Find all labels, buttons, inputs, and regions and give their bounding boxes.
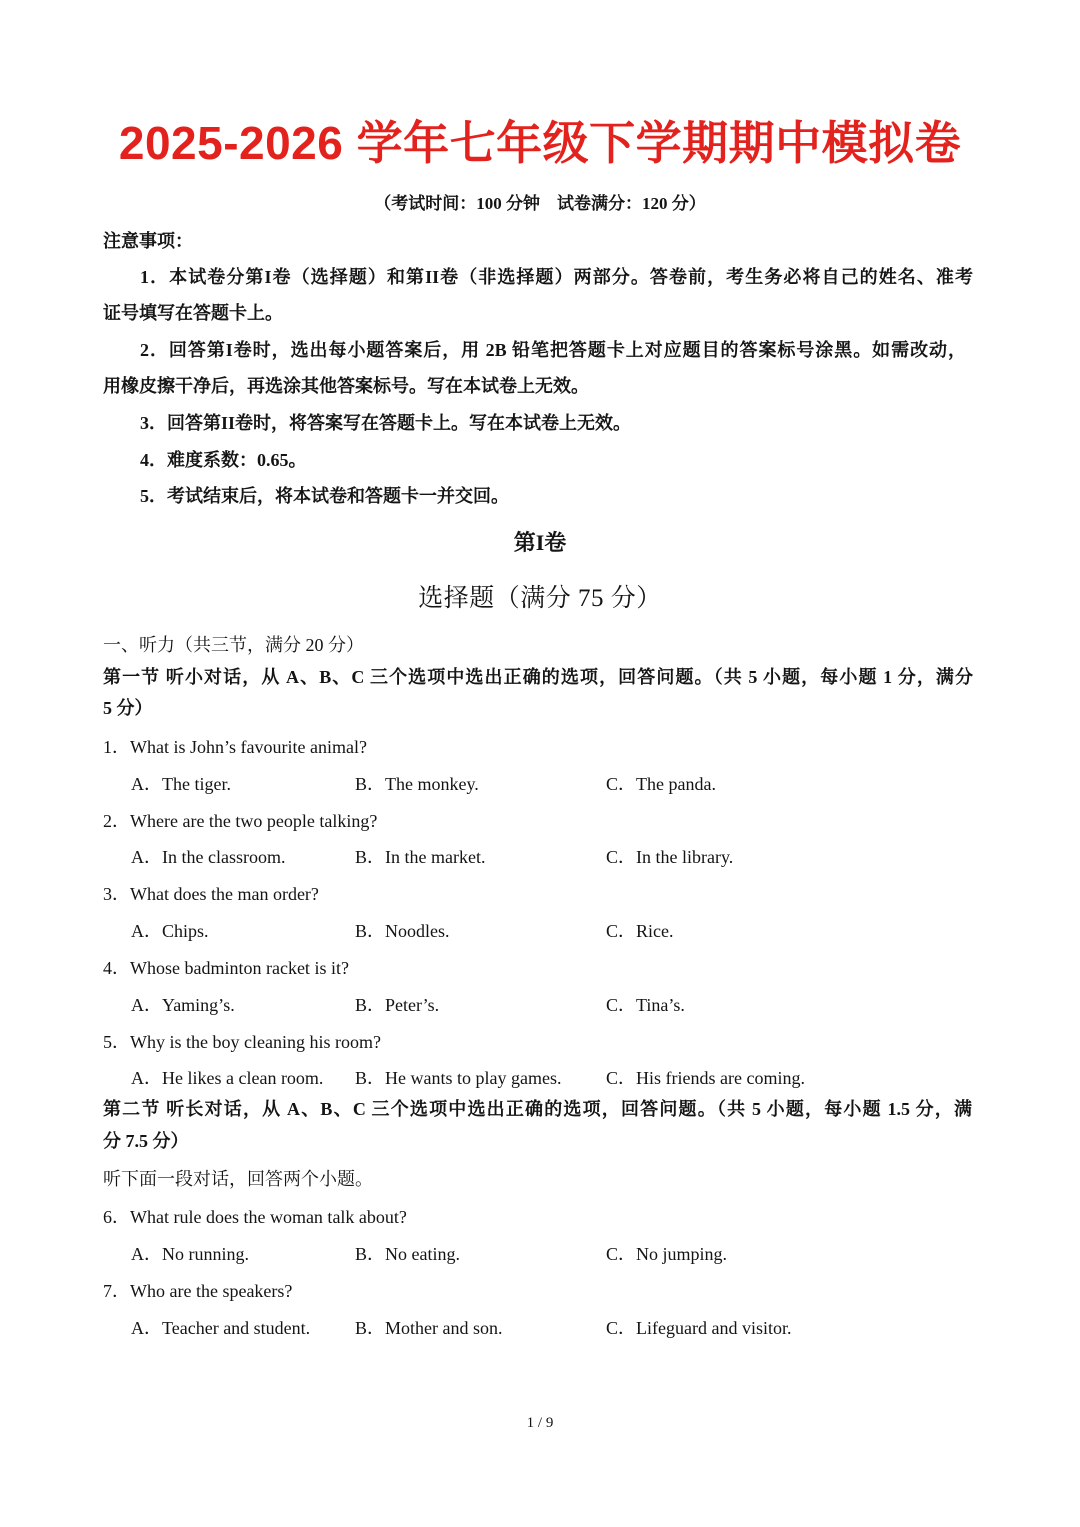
section-instruction-line: 第二节 听长对话，从 A、B、C 三个选项中选出正确的选项，回答问题。（共 5 小题，每小题 1.5 分，满	[103, 1099, 972, 1119]
option-c: C．Lifeguard and visitor.	[606, 1318, 792, 1338]
exam-subtitle: （考试时间：100 分钟 试卷满分：120 分）	[374, 194, 706, 213]
notice-item-line: 1．本试卷分第I卷（选择题）和第II卷（非选择题）两部分。答卷前，考生务必将自己的姓名、准考	[140, 267, 973, 287]
question-stem: 1．What is John’s favourite animal?	[103, 737, 367, 757]
option-a: A．Yaming’s.	[131, 995, 235, 1015]
question-stem: 3．What does the man order?	[103, 884, 319, 904]
question-stem: 2．Where are the two people talking?	[103, 811, 378, 831]
notice-item-line: 证号填写在答题卡上。	[103, 303, 283, 323]
option-c: C．Tina’s.	[606, 995, 685, 1015]
notice-item-line: 5．考试结束后，将本试卷和答题卡一并交回。	[140, 486, 509, 506]
notice-item-line: 4．难度系数：0.65。	[140, 450, 307, 470]
option-b: B．No eating.	[355, 1244, 460, 1264]
option-b: B．In the market.	[355, 847, 486, 867]
notice-item-line: 用橡皮擦干净后，再选涂其他答案标号。写在本试卷上无效。	[103, 376, 589, 396]
option-b: B．Mother and son.	[355, 1318, 503, 1338]
option-c: C．The panda.	[606, 774, 716, 794]
option-b: B．He wants to play games.	[355, 1068, 562, 1088]
option-c: C．His friends are coming.	[606, 1068, 805, 1088]
option-a: A．In the classroom.	[131, 847, 286, 867]
question-stem: 5．Why is the boy cleaning his room?	[103, 1032, 381, 1052]
option-b: B．Peter’s.	[355, 995, 440, 1015]
page-number: 1 / 9	[526, 1415, 554, 1431]
section-instruction-line: 第一节 听小对话，从 A、B、C 三个选项中选出正确的选项，回答问题。（共 5 小题，每小题 1 分，满分	[103, 667, 973, 687]
section-intro: 听下面一段对话，回答两个小题。	[103, 1169, 373, 1189]
volume-title: 第I卷	[513, 530, 567, 555]
option-c: C．In the library.	[606, 847, 734, 867]
notice-item-line: 2．回答第I卷时，选出每小题答案后，用 2B 铅笔把答题卡上对应题目的答案标号涂黑。如需改动，	[140, 340, 966, 360]
option-a: A．The tiger.	[131, 774, 231, 794]
section-instruction-line: 5 分）	[103, 698, 153, 718]
option-a: A．Teacher and student.	[131, 1318, 311, 1338]
listening-heading: 一、听力（共三节，满分 20 分）	[103, 635, 364, 655]
notice-heading: 注意事项：	[103, 231, 193, 251]
option-a: A．No running.	[131, 1244, 249, 1264]
section-instruction-line: 分 7.5 分）	[103, 1131, 189, 1151]
exam-title: 2025-2026 学年七年级下学期期中模拟卷	[118, 117, 962, 169]
option-a: A．Chips.	[131, 921, 209, 941]
notice-item-line: 3．回答第II卷时，将答案写在答题卡上。写在本试卷上无效。	[140, 413, 632, 433]
option-c: C．Rice.	[606, 921, 674, 941]
option-b: B．The monkey.	[355, 774, 479, 794]
option-b: B．Noodles.	[355, 921, 450, 941]
part-title: 选择题（满分 75 分）	[418, 585, 662, 612]
option-c: C．No jumping.	[606, 1244, 728, 1264]
question-stem: 6．What rule does the woman talk about?	[103, 1207, 407, 1227]
option-a: A．He likes a clean room.	[131, 1068, 324, 1088]
question-stem: 4．Whose badminton racket is it?	[103, 958, 349, 978]
question-stem: 7．Who are the speakers?	[103, 1281, 293, 1301]
